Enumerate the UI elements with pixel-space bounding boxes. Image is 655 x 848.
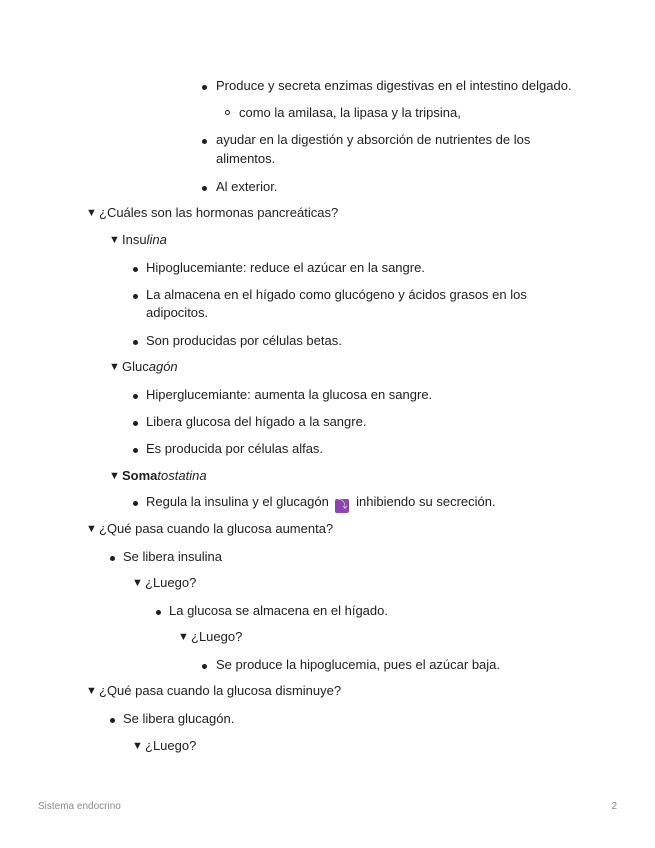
list-item: Hipoglucemiante: reduce el azúcar en la sangre. [146,260,425,275]
toggle-heading-aumenta[interactable]: ¿Qué pasa cuando la glucosa aumenta? [99,521,334,536]
toggle-triangle-icon[interactable]: ▼ [86,523,97,535]
toggle-triangle-icon[interactable]: ▼ [86,685,97,697]
bullet-icon [133,267,138,272]
list-item-continued: adipocitos. [146,305,209,320]
list-item: como la amilasa, la lipasa y la tripsina, [239,105,461,120]
list-item: La glucosa se almacena en el hígado. [169,603,388,618]
toggle-triangle-icon[interactable]: ▼ [132,577,143,589]
toggle-heading-insulina[interactable]: Insulina [122,232,167,247]
bullet-icon [133,294,138,299]
bullet-icon [202,186,207,191]
bullet-icon [133,421,138,426]
downward-arrow-emoji-icon: ⤵ [337,500,348,511]
bullet-icon [133,394,138,399]
toggle-heading-luego[interactable]: ¿Luego? [191,629,243,644]
list-item: Hiperglucemiante: aumenta la glucosa en sangre. [146,387,433,402]
toggle-heading-luego[interactable]: ¿Luego? [145,575,197,590]
toggle-triangle-icon[interactable]: ▼ [109,361,120,373]
list-item: Regula la insulina y el glucagón ⤵ inhibiendo su secreción. [146,494,496,511]
bullet-icon [133,448,138,453]
list-item: Se libera glucagón. [123,711,235,726]
list-item: Produce y secreta enzimas digestivas en el intestino delgado. [216,78,572,93]
bullet-icon [202,85,207,90]
footer-title: Sistema endocrino [38,801,121,812]
list-item: Es producida por células alfas. [146,441,324,456]
bullet-icon [202,139,207,144]
toggle-heading-disminuye[interactable]: ¿Qué pasa cuando la glucosa disminuye? [99,683,342,698]
toggle-heading-luego[interactable]: ¿Luego? [145,738,197,753]
bullet-icon [110,718,115,723]
toggle-triangle-icon[interactable]: ▼ [86,207,97,219]
toggle-triangle-icon[interactable]: ▼ [109,234,120,246]
toggle-triangle-icon[interactable]: ▼ [178,631,189,643]
toggle-heading-somatostatina[interactable]: Somatostatina [122,468,207,483]
bullet-icon [110,556,115,561]
bullet-icon [133,340,138,345]
list-item-continued: alimentos. [216,151,276,166]
list-item: Se produce la hipoglucemia, pues el azúcar baja. [216,657,501,672]
list-item: Al exterior. [216,179,278,194]
toggle-triangle-icon[interactable]: ▼ [132,740,143,752]
bullet-icon [133,501,138,506]
list-item: La almacena en el hígado como glucógeno y ácidos grasos en los [146,287,527,302]
toggle-heading-glucagon[interactable]: Glucagón [122,359,178,374]
toggle-heading-hormonas[interactable]: ¿Cuáles son las hormonas pancreáticas? [99,205,339,220]
list-item: Son producidas por células betas. [146,333,342,348]
bullet-icon [202,664,207,669]
page-number: 2 [611,801,617,812]
list-item: ayudar en la digestión y absorción de nutrientes de los [216,132,531,147]
list-item: Libera glucosa del hígado a la sangre. [146,414,367,429]
list-item: Se libera insulina [123,549,223,564]
circle-bullet-icon [225,110,230,115]
toggle-triangle-icon[interactable]: ▼ [109,470,120,482]
bullet-icon [156,610,161,615]
